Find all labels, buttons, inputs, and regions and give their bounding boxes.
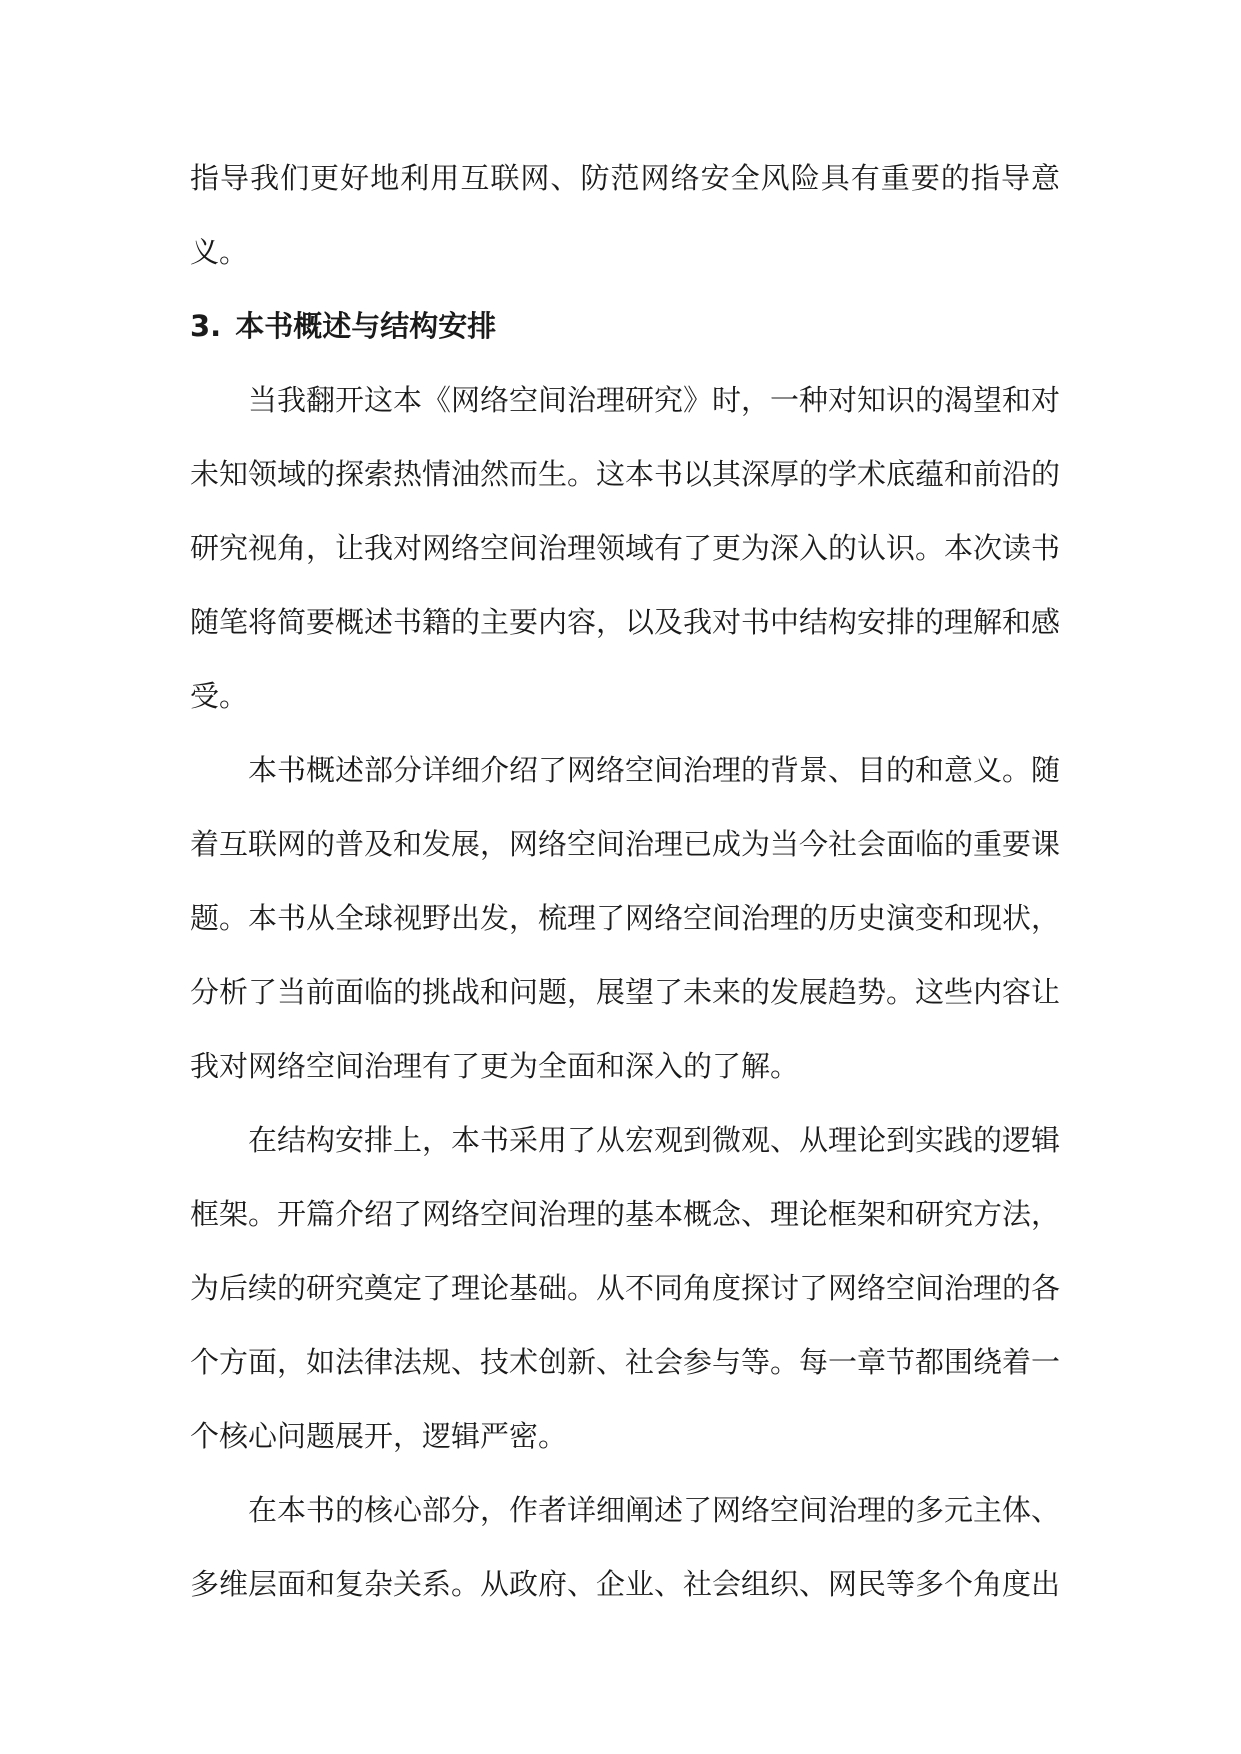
paragraph-continued: 指导我们更好地利用互联网、防范网络安全风险具有重要的指导意义。 [190, 161, 1060, 269]
document-body [190, 141, 1060, 1621]
paragraph-structure: 在结构安排上，本书采用了从宏观到微观、从理论到实践的逻辑框架。开篇介绍了网络空间治理的基本概念、理论框架和研究方法，为后续的研究奠定了理论基础。从不同角度探讨了网络空间治理的各个方面，如法律法规、技术创新、社会参与等。每一章节都围绕着一个核心问题展开，逻辑严密。 [190, 1123, 1061, 1453]
section-heading [190, 289, 1060, 363]
paragraph-core: 在本书的核心部分，作者详细阐述了网络空间治理的多元主体、多维层面和复杂关系。从政府、企业、社会组织、网民等多个角度出 [190, 1493, 1061, 1601]
section-title: 本书概述与结构安排 [235, 309, 497, 343]
paragraph-intro: 当我翻开这本《网络空间治理研究》时，一种对知识的渴望和对未知领域的探索热情油然而生。这本书以其深厚的学术底蕴和前沿的研究视角，让我对网络空间治理领域有了更为深入的认识。本次读书随笔将简要概述书籍的主要内容，以及我对书中结构安排的理解和感受。 [190, 383, 1061, 713]
section-number: 3. [190, 309, 222, 343]
paragraph-overview: 本书概述部分详细介绍了网络空间治理的背景、目的和意义。随着互联网的普及和发展，网络空间治理已成为当今社会面临的重要课题。本书从全球视野出发，梳理了网络空间治理的历史演变和现状，分析了当前面临的挑战和问题，展望了未来的发展趋势。这些内容让我对网络空间治理有了更为全面和深入的了解。 [190, 753, 1061, 1083]
